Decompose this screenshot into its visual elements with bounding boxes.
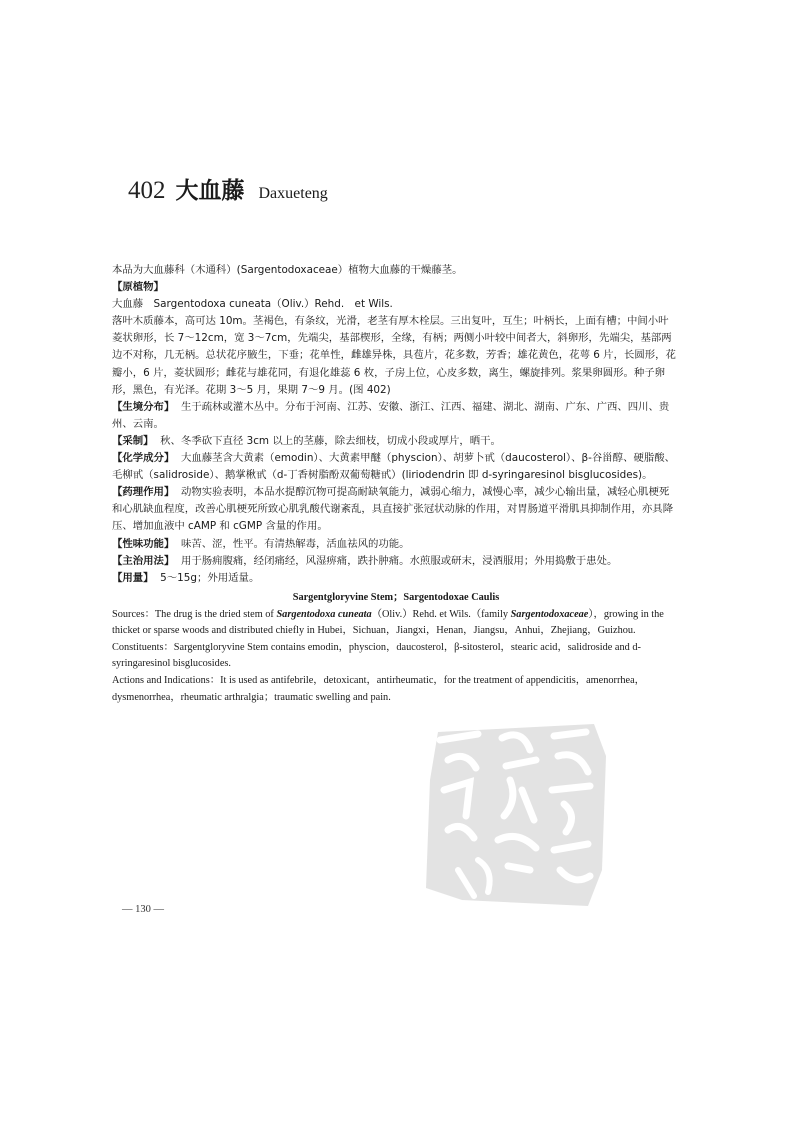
plant-species-line: 大血藤 Sargentodoxa cuneata（Oliv.）Rehd. et Wils. (112, 298, 393, 311)
chinese-body (112, 262, 678, 587)
dosage-section (112, 570, 678, 587)
entry-name-pinyin: Daxueteng (258, 185, 328, 202)
indications-text: 用于肠痈腹痛，经闭痛经，风湿痹痛，跌扑肿痛。水煎服或研末，浸酒服用；外用捣敷于患处。 (180, 554, 618, 567)
plant-section-heading: 【原植物】 (112, 281, 164, 294)
plant-description: 落叶木质藤本，高可达 10m。茎褐色，有条纹，光滑，老茎有厚木栓层。三出复叶，互生；叶柄长，上面有槽；中间小叶菱状卵形，长 7～12cm，宽 3～7cm，先端尖，基部楔形，全缘，有柄；两侧小叶较中间者大，斜卵形，先端尖，基部两边不对称，几无柄。总状花序腋生，下垂；花单性，雌雄异株，具苞片，花多数，芳香；雄花黄色，花萼 6 片，长圆形，花瓣小，6 片，菱状圆形；雌花与雄花同，有退化雄蕊 6 枚，子房上位，心皮多数，离生，螺旋排列。浆果卵圆形。种子卵形，黑色，有光泽。花期 3～5 月，果期 7～9 月。(图 402) (112, 315, 676, 396)
properties-heading: 【性味功能】 (112, 537, 175, 550)
entry-heading (128, 172, 328, 205)
entry-number: 402 (128, 177, 166, 204)
sources-mid: （Oliv.）Rehd. et Wils.（family (371, 608, 511, 620)
intro-paragraph: 本品为大血藤科（木通科）(Sargentodoxaceae）植物大血藤的干燥藤茎。 (112, 264, 463, 276)
dosage-text: 5～15g；外用适量。 (160, 571, 260, 584)
page-number: — 130 — (122, 904, 164, 915)
harvest-heading: 【采制】 (112, 434, 154, 447)
chemistry-text: 大血藤茎含大黄素（emodin）、大黄素甲醚（physcion）、胡萝卜甙（daucosterol）、β-谷甾醇、硬脂酸、毛柳甙（salidroside）、鹅掌楸甙（d-丁香树脂酚双葡萄糖甙）(liriodendrin 即 d-syringaresinol bisglucosides)。 (112, 452, 676, 482)
pharmacology-text: 动物实验表明，本品水提醇沉物可提高耐缺氧能力，减弱心缩力，减慢心率，减少心输出量，减轻心肌梗死和心肌缺血程度，改善心肌梗死所致心肌乳酸代谢紊乱，具直接扩张冠状动脉的作用，对胃肠道平滑肌具抑制作用，亦具降压、增加血液中 cAMP 和 cGMP 含量的作用。 (112, 486, 674, 533)
entry-name-chinese: 大血藤 (175, 178, 245, 204)
sources-family: Sargentodoxaceae (510, 608, 589, 620)
properties-section (112, 536, 678, 553)
indications-heading: 【主治用法】 (112, 554, 175, 567)
harvest-text: 秋、冬季砍下直径 3cm 以上的茎藤，除去细枝，切成小段或厚片，晒干。 (160, 434, 501, 447)
habitat-heading: 【生境分布】 (112, 400, 175, 413)
english-actions: Actions and Indications：It is used as antifebrile，detoxicant，antirheumatic，for the treatment of appendicitis，amenorrhea，dysmenorrhea，rheumatic arthralgia；traumatic swelling and pain. (112, 674, 645, 703)
seal-stamp-watermark (418, 720, 610, 910)
dosage-heading: 【用量】 (112, 571, 154, 584)
english-section (112, 590, 680, 706)
english-title: Sargentgloryvine Stem；Sargentodoxae Caulis (292, 592, 500, 603)
habitat-section (112, 399, 678, 433)
indications-section (112, 553, 678, 570)
sources-species: Sargentodoxa cuneata (276, 608, 372, 620)
pharmacology-heading: 【药理作用】 (112, 486, 175, 499)
pharmacology-section (112, 484, 678, 535)
sources-suffix: ），growing in the thicket or sparse woods and distributed chiefly in Hubei，Sichuan，Jiangxi，Henan，Jiangsu，Anhui，Zhejiang，Guizhou. (112, 608, 664, 637)
chemistry-section (112, 450, 678, 484)
chemistry-heading: 【化学成分】 (112, 452, 175, 465)
properties-text: 味苦、涩，性平。有清热解毒，活血祛风的功能。 (180, 537, 410, 550)
english-sources (112, 607, 680, 640)
sources-prefix: Sources：The drug is the dried stem of (112, 608, 277, 620)
habitat-text: 生于疏林或灌木丛中。分布于河南、江苏、安徽、浙江、江西、福建、湖北、湖南、广东、广西、四川、贵州、云南。 (112, 400, 670, 430)
harvest-section (112, 433, 678, 450)
english-constituents: Constituents：Sargentgloryvine Stem contains emodin，physcion，daucosterol，β-sitosterol，stearic acid，salidroside and d-syringaresinol bisglucosides. (112, 641, 641, 670)
